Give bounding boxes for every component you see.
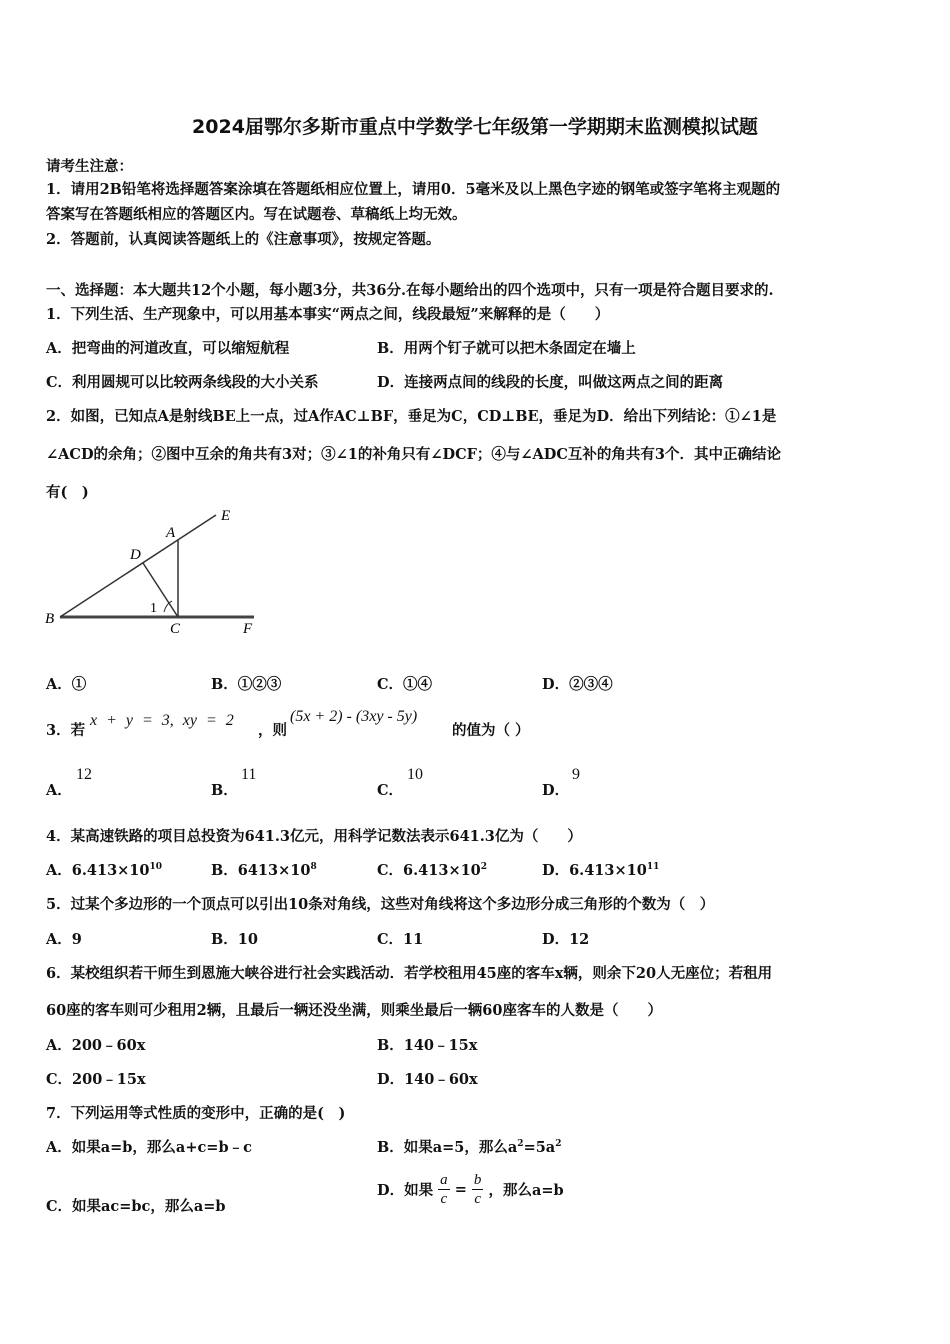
segment-cd — [143, 563, 178, 617]
q5-option-d: D．12 — [542, 931, 590, 948]
q3-option-a-label: A． — [46, 782, 72, 799]
q5-stem: 5．过某个多边形的一个顶点可以引出10条对角线，这些对角线将这个多边形分成三角形的个数为（ ） — [46, 896, 715, 913]
q7-option-a: A．如果a=b，那么a+c=b﹣c — [46, 1139, 252, 1156]
q6-line-1: 6．某校组织若干师生到恩施大峡谷进行社会实践活动．若学校租用45座的客车x辆，则余下20人无座位；若租用 — [46, 965, 773, 982]
q1-option-b: B．用两个钉子就可以把木条固定在墙上 — [377, 340, 636, 357]
q6-option-d: D．140﹣60x — [377, 1071, 478, 1088]
q2-figure — [40, 500, 270, 645]
q4-option-b: B．$6413\times 10^8$ — [211, 862, 317, 879]
notice-heading: 请考生注意： — [46, 158, 133, 175]
q4-option-c: C．$6.413\times 10^2$ — [377, 862, 488, 879]
q5-option-c: C．11 — [377, 931, 424, 948]
q4-stem: 4．某高速铁路的项目总投资为641.3亿元，用科学记数法表示641.3亿为（ ） — [46, 828, 582, 845]
q1-option-d: D．连接两点间的线段的长度，叫做这两点之间的距离 — [377, 374, 724, 391]
label-b: B — [45, 611, 55, 627]
q2-option-a: A．① — [46, 676, 87, 693]
q2-option-c: C．①④ — [377, 676, 433, 693]
q5-option-a: A．9 — [46, 931, 82, 948]
label-a: A — [166, 525, 176, 541]
q3-condition: x + y = 3, xy = 2 — [90, 712, 234, 729]
q1-option-a: A．把弯曲的河道改直，可以缩短航程 — [46, 340, 290, 357]
notice-line-3: 2．答题前，认真阅读答题纸上的《注意事项》，按规定答题。 — [46, 231, 441, 248]
q3-option-c-value: 10 — [407, 766, 423, 783]
q4-option-a: A．$6.413\times 10^{10}$ — [46, 862, 163, 879]
q3-option-b-label: B． — [211, 782, 238, 799]
q1-stem: 1．下列生活、生产现象中，可以用基本事实“两点之间，线段最短”来解释的是（ ） — [46, 306, 610, 323]
q7-option-b: B．如果a=5，那么$a^2=5a^2$ — [377, 1139, 562, 1156]
q4-option-d: D．$6.413\times 10^{11}$ — [542, 862, 660, 879]
q5-option-b: B．10 — [211, 931, 258, 948]
ray-be — [60, 515, 216, 617]
page-title: 2024届鄂尔多斯市重点中学数学七年级第一学期期末监测模拟试题 — [192, 116, 758, 138]
q3-option-d-label: D． — [542, 782, 570, 799]
fraction-a-over-c: $\frac{a}{c}$ — [440, 1172, 448, 1207]
label-d: D — [130, 547, 141, 563]
q7-stem: 7．下列运用等式性质的变形中，正确的是( ) — [46, 1105, 346, 1122]
q6-option-c: C．200﹣15x — [46, 1071, 146, 1088]
q6-line-2: 60座的客车则可少租用2辆，且最后一辆还没坐满，则乘坐最后一辆60座客车的人数是（ ） — [46, 1002, 662, 1019]
q7-option-c: C．如果ac=bc，那么a=b — [46, 1198, 226, 1215]
q3-option-a-value: 12 — [76, 766, 92, 783]
q3-option-c-label: C． — [377, 782, 404, 799]
notice-line-2: 答案写在答题纸相应的答题区内。写在试题卷、草稿纸上均无效。 — [46, 206, 467, 223]
q3-option-d-value: 9 — [572, 766, 580, 783]
q3-mid: ，则 — [258, 722, 287, 739]
label-angle-1: 1 — [150, 601, 157, 616]
q3-option-b-value: 11 — [241, 766, 257, 783]
q2-line-1: 2．如图，已知点A是射线BE上一点，过A作AC⊥BF，垂足为C，CD⊥BE，垂足为D．给出下列结论：①∠1是 — [46, 408, 777, 425]
q3-expression: (5x + 2) - (3xy - 5y) — [290, 708, 418, 725]
fraction-b-over-c: $\frac{b}{c}$ — [473, 1172, 482, 1207]
section-heading: 一、选择题：本大题共12个小题，每小题3分，共36分.在每小题给出的四个选项中，只有一项是符合题目要求的. — [46, 282, 774, 299]
label-e: E — [221, 508, 231, 524]
q6-option-b: B．140﹣15x — [377, 1037, 478, 1054]
notice-line-1: 1．请用2B铅笔将选择题答案涂填在答题纸相应位置上，请用0．5毫米及以上黑色字迹的钢笔或签字笔将主观题的 — [46, 181, 781, 198]
q2-line-2: ∠ACD的余角；②图中互余的角共有3对；③∠1的补角只有∠DCF；④与∠ADC互补的角共有3个．其中正确结论 — [46, 446, 782, 463]
q2-line-3: 有( ) — [46, 484, 89, 501]
label-c: C — [170, 621, 181, 637]
q3-suffix: 的值为（ ） — [452, 722, 530, 739]
q6-option-a: A．200﹣60x — [46, 1037, 146, 1054]
q3-prefix: 3．若 — [46, 722, 86, 739]
q7-option-d: D．如果 $\frac{a}{c}$ = $\frac{b}{c}$ ，那么a=b — [377, 1172, 564, 1207]
q2-option-b: B．①②③ — [211, 676, 282, 693]
q1-option-c: C．利用圆规可以比较两条线段的大小关系 — [46, 374, 319, 391]
q2-option-d: D．②③④ — [542, 676, 613, 693]
label-f: F — [243, 621, 253, 637]
